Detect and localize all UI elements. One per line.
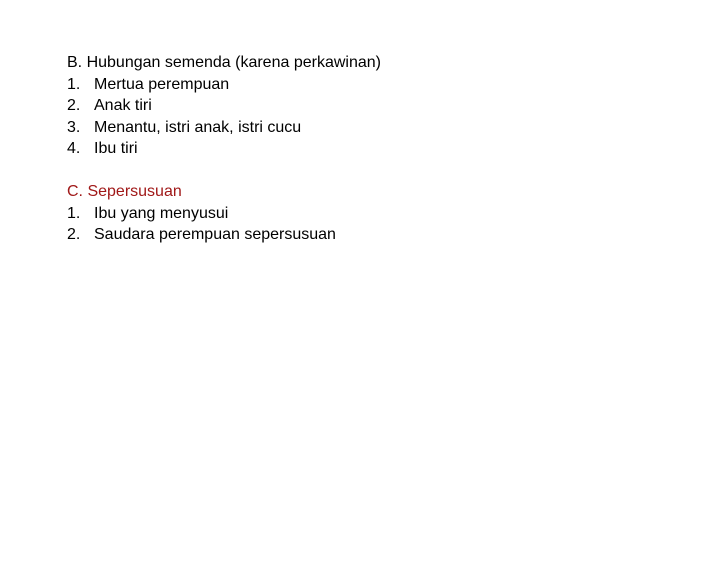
list-item xyxy=(67,74,381,96)
list-item xyxy=(67,203,336,225)
list-item-text: Mertua perempuan xyxy=(94,75,230,93)
list-item xyxy=(67,117,381,139)
list-item-number: 4. xyxy=(67,140,81,158)
section-c-heading: C. Sepersusuan xyxy=(67,183,182,200)
list-item xyxy=(67,138,381,160)
list-item-text: Saudara perempuan sepersusuan xyxy=(94,226,336,244)
list-item-number: 2. xyxy=(67,226,81,244)
list-item-text: Menantu, istri anak, istri cucu xyxy=(94,118,302,136)
list-item xyxy=(67,224,336,246)
section-c xyxy=(67,181,336,246)
list-item xyxy=(67,95,381,117)
list-item-text: Anak tiri xyxy=(94,97,152,115)
section-b-heading: B. Hubungan semenda (karena perkawinan) xyxy=(67,54,381,71)
list-item-number: 1. xyxy=(67,75,81,93)
section-b xyxy=(67,52,381,160)
list-item-number: 2. xyxy=(67,97,81,115)
list-item-text: Ibu yang menyusui xyxy=(94,204,229,222)
list-item-text: Ibu tiri xyxy=(94,140,138,158)
list-item-number: 1. xyxy=(67,204,81,222)
list-item-number: 3. xyxy=(67,118,81,136)
